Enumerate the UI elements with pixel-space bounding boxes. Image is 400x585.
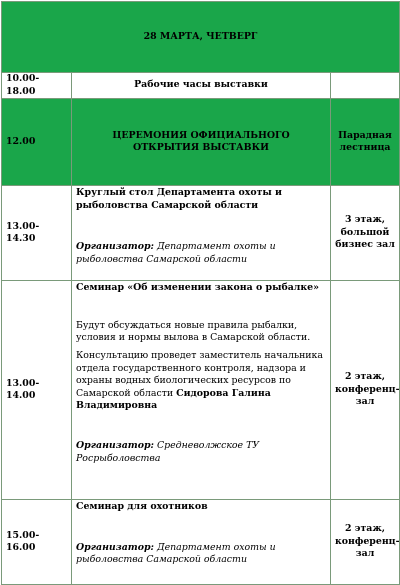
- organizer-label: Организатор:: [76, 541, 154, 553]
- place-cell: 3 этаж, большой бизнес зал: [331, 186, 400, 281]
- place-cell: 2 этаж, конференц-зал: [331, 500, 400, 585]
- event-title: ЦЕРЕМОНИЯ ОФИЦИАЛЬНОГО ОТКРЫТИЯ ВЫСТАВКИ: [72, 99, 331, 186]
- time-cell: 15.00-16.00: [2, 500, 72, 585]
- event-consultation: [76, 350, 326, 413]
- speaker-name: Сидорова Галина Владимировна: [76, 387, 271, 412]
- event-title: Семинар «Об изменении закона о рыбалке»: [76, 282, 320, 294]
- organizer-name: Средневолжское ТУ Росрыболовства: [76, 439, 260, 464]
- event-title: Круглый стол Департамента охоты и рыболовства Самарской области: [76, 187, 283, 211]
- organizer: [76, 241, 326, 266]
- place-cell: Парадная лестница: [331, 99, 400, 186]
- consultation-text: Консультацию проведет заместитель начальника отдела государственного контроля, надзора и охраны водных биологических ресурсов по Самарской области: [76, 349, 324, 399]
- organizer: [76, 440, 326, 465]
- organizer-label: Организатор:: [76, 241, 154, 253]
- table-row: [2, 281, 400, 500]
- time-cell: 12.00: [2, 99, 72, 186]
- table-row: [2, 73, 400, 99]
- table-row: [2, 500, 400, 585]
- place-cell: 2 этаж, конференц-зал: [331, 281, 400, 500]
- event-cell: [72, 500, 331, 585]
- event-description: Будут обсуждаться новые правила рыбалки, условия и нормы вылова в Самарской области.: [76, 319, 311, 344]
- time-cell: 10.00-18.00: [2, 73, 72, 99]
- date-header: 28 МАРТА, ЧЕТВЕРГ: [2, 2, 400, 73]
- organizer: [76, 542, 326, 567]
- organizer-name: Департамент охоты и рыболовства Самарской области: [76, 241, 276, 265]
- table-row: [2, 99, 400, 186]
- organizer-name: Департамент охоты и рыболовства Самарской области: [76, 541, 276, 566]
- event-cell: [72, 281, 331, 500]
- date-header-row: [2, 2, 400, 73]
- time-cell: 13.00-14.00: [2, 281, 72, 500]
- event-cell: [72, 186, 331, 281]
- event-title: Рабочие часы выставки: [72, 73, 331, 99]
- place-cell: [331, 73, 400, 99]
- organizer-label: Организатор:: [76, 439, 154, 451]
- table-row: [2, 186, 400, 281]
- schedule-table: [1, 1, 400, 585]
- event-title: Семинар для охотников: [76, 501, 208, 513]
- time-cell: 13.00-14.30: [2, 186, 72, 281]
